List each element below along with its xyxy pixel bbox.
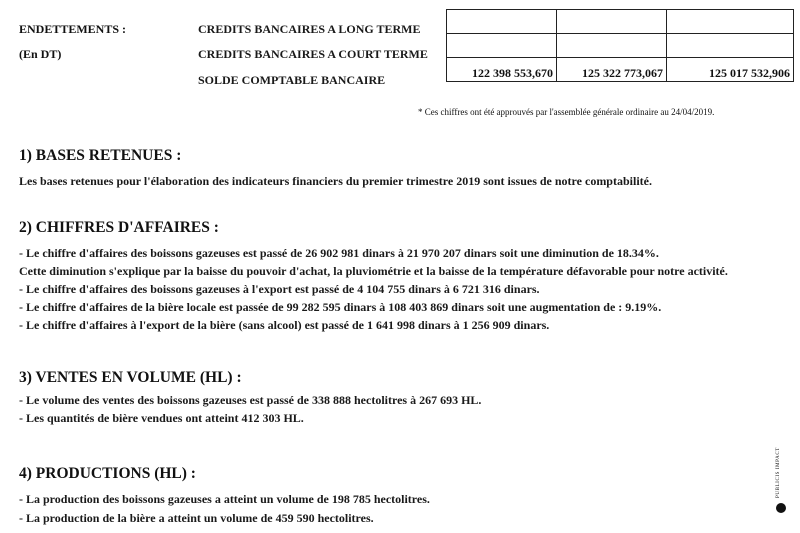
section-title-ventes: 3) VENTES EN VOLUME (HL) :	[19, 369, 242, 386]
agency-logo-dot	[776, 503, 786, 513]
endettements-label: ENDETTEMENTS :	[19, 22, 127, 36]
section-title-productions: 4) PRODUCTIONS (HL) :	[19, 465, 196, 482]
section-title-bases: 1) BASES RETENUES :	[19, 147, 182, 164]
section-line: - La production des boissons gazeuses a atteint un volume de 198 785 hectolitres.	[19, 492, 430, 506]
table-cell	[447, 10, 557, 34]
section-line: - Le chiffre d'affaires à l'export de la bière (sans alcool) est passé de 1 641 998 dinars à 1 256 909 dinars.	[19, 318, 550, 332]
row-label-long-term: CREDITS BANCAIRES A LONG TERME	[198, 22, 421, 36]
table-cell: 125 322 773,067	[557, 58, 667, 82]
table-row	[447, 10, 794, 34]
table-cell	[667, 34, 794, 58]
table-row	[447, 34, 794, 58]
section-line: Cette diminution s'explique par la baisse du pouvoir d'achat, la pluviométrie et la baisse de la température défavorable pour notre activité.	[19, 264, 728, 278]
section-line: - Le chiffre d'affaires des boissons gazeuses à l'export est passé de 4 104 755 dinars à 6 721 316 dinars.	[19, 282, 540, 296]
section-line: - Les quantités de bière vendues ont atteint 412 303 HL.	[19, 411, 304, 425]
table-row	[447, 58, 794, 82]
section-line: - Le volume des ventes des boissons gazeuses est passé de 338 888 hectolitres à 267 693 HL.	[19, 393, 482, 407]
section-line: Les bases retenues pour l'élaboration des indicateurs financiers du premier trimestre 2019 sont issues de notre comptabilité.	[19, 174, 652, 188]
figures-table	[446, 9, 794, 82]
row-label-short-term: CREDITS BANCAIRES A COURT TERME	[198, 47, 428, 61]
table-cell	[447, 34, 557, 58]
section-line: - Le chiffre d'affaires de la bière locale est passée de 99 282 595 dinars à 108 403 869 dinars soit une augmentation de : 9.19%.	[19, 300, 662, 314]
unit-label: (En DT)	[19, 47, 62, 61]
table-cell: 122 398 553,670	[447, 58, 557, 82]
agency-watermark: PUBLICIS IMPACT	[776, 447, 781, 498]
table-cell	[557, 10, 667, 34]
table-cell	[667, 10, 794, 34]
approval-note: * Ces chiffres ont été approuvés par l'assemblée générale ordinaire au 24/04/2019.	[418, 107, 715, 117]
section-title-chiffres: 2) CHIFFRES D'AFFAIRES :	[19, 219, 219, 236]
section-line: - Le chiffre d'affaires des boissons gazeuses est passé de 26 902 981 dinars à 21 970 207 dinars soit une diminution de 18.34%.	[19, 246, 659, 260]
table-cell	[557, 34, 667, 58]
section-line: - La production de la bière a atteint un volume de 459 590 hectolitres.	[19, 511, 374, 525]
table-cell: 125 017 532,906	[667, 58, 794, 82]
row-label-bank-balance: SOLDE COMPTABLE BANCAIRE	[198, 73, 386, 87]
